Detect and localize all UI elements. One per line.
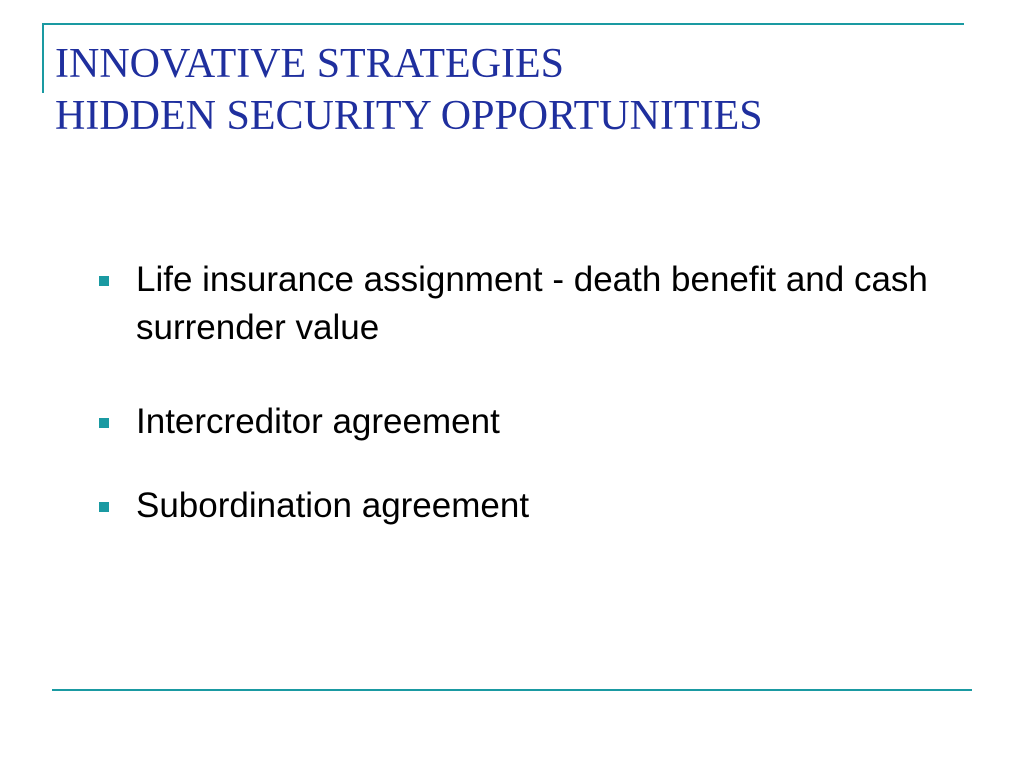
top-divider: [42, 23, 964, 25]
square-bullet-icon: [99, 418, 109, 428]
square-bullet-icon: [99, 276, 109, 286]
bullet-item-life-insurance: [96, 256, 956, 352]
bullet-list: [96, 256, 956, 576]
title-line-1: INNOVATIVE STRATEGIES: [55, 41, 565, 87]
bullet-text: Life insurance assignment - death benefit and cash surrender value: [136, 260, 928, 347]
bullet-text: Intercreditor agreement: [136, 402, 500, 441]
bullet-text: Subordination agreement: [136, 486, 530, 525]
left-divider: [42, 23, 44, 93]
slide-title: [55, 38, 955, 142]
square-bullet-icon: [99, 502, 109, 512]
bottom-divider: [52, 689, 972, 691]
bullet-item-intercreditor: [96, 398, 956, 446]
bullet-item-subordination: [96, 482, 956, 530]
title-line-2: HIDDEN SECURITY OPPORTUNITIES: [55, 93, 763, 139]
